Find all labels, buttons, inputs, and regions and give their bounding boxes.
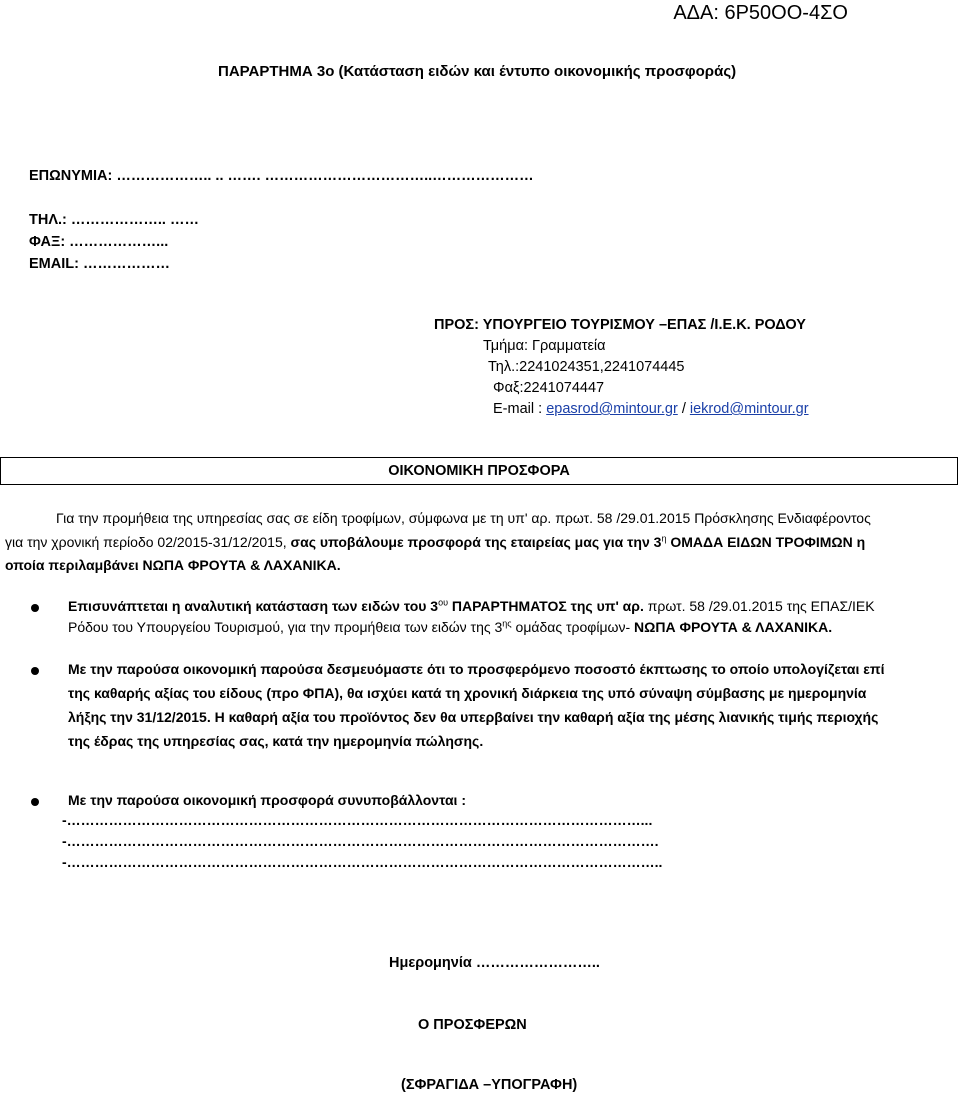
bullet-2-line-4: της έδρας της υπηρεσίας σας, κατά την ημερομηνία πώλησης.: [68, 733, 484, 749]
intro-period: για την χρονική περίοδο 02/2015-31/12/2015,: [5, 534, 287, 550]
signature-date: Ημερομηνία ……………………..: [389, 955, 600, 971]
attachment-line-3: -………………………………………………………………………………………………………………..: [62, 854, 663, 870]
bullet-2-line-3: λήξης την 31/12/2015. Η καθαρή αξία του προϊόντος δεν θα υπερβαίνει την καθαρή αξία της μέσης λιανικής τιμής περιοχής: [68, 709, 879, 725]
bullet-1-annex: ΠΑΡΑΡΤΗΜΑΤΟΣ της υπ' αρ.: [451, 598, 644, 614]
intro-includes: οποία περιλαμβάνει ΝΩΠΑ ΦΡΟΥΤΑ & ΛΑΧΑΝΙΚΑ.: [5, 557, 341, 573]
intro-sup: η: [661, 533, 667, 544]
sender-email-line: EMAIL: ………………: [29, 256, 170, 272]
bullet-2-dot: [31, 667, 39, 675]
email-separator: /: [681, 401, 686, 417]
attachment-line-1: -……………………………………………………………………………………………………………...: [62, 812, 653, 828]
recipient-to: ΠΡΟΣ: ΥΠΟΥΡΓΕΙΟ ΤΟΥΡΙΣΜΟΥ –ΕΠΑΣ /Ι.Ε.Κ. ΡΟΔΟΥ: [434, 317, 806, 333]
intro-submit-text: σας υποβάλουμε προσφορά της εταιρείας μας για την 3: [290, 534, 662, 550]
email-label: E-mail :: [493, 401, 543, 417]
ada-code: ΑΔΑ: 6Ρ50ΟΟ-4ΣΟ: [673, 2, 848, 24]
bullet-2-line-1: Με την παρούσα οικονομική παρούσα δεσμευόμαστε ότι το προσφερόμενο ποσοστό έκπτωσης το οποίο υπολογίζεται επί: [68, 661, 885, 677]
intro-group-text: ΟΜΑΔΑ ΕΙΔΩΝ ΤΡΟΦΙΜΩΝ η: [670, 534, 866, 550]
sender-fax-line: ΦΑΞ: ………………...: [29, 234, 169, 250]
bullet-3-title: Με την παρούσα οικονομική προσφορά συνυποβάλλονται :: [68, 792, 466, 808]
bullet-1-sup: ου: [438, 597, 449, 608]
bullet-1-dot: [31, 604, 39, 612]
signature-offeror: Ο ΠΡΟΣΦΕΡΩΝ: [418, 1017, 527, 1033]
bullet-1-line-2: [68, 615, 832, 639]
bullet-3-dot: [31, 798, 39, 806]
sender-name-line: ΕΠΩΝΥΜΙΑ: ……………….. .. ……. ……………………………..…………………: [29, 168, 534, 184]
intro-line-3: [5, 553, 341, 577]
offer-title-box: ΟΙΚΟΝΟΜΙΚΗ ΠΡΟΣΦΟΡΑ: [0, 457, 958, 485]
signature-stamp: (ΣΦΡΑΓΙΔΑ –ΥΠΟΓΡΑΦΗ): [401, 1077, 578, 1093]
recipient-fax: Φαξ:2241074447: [493, 380, 605, 396]
recipient-email-line: [493, 401, 809, 417]
attachment-line-2: -……………………………………………………………………………………………………………….: [62, 833, 659, 849]
sender-tel-line: ΤΗΛ.: ……………….. ……: [29, 212, 199, 228]
recipient-dept: Τμήμα: Γραμματεία: [483, 338, 606, 354]
intro-line-2: [5, 530, 865, 554]
bullet-1-ref: πρωτ. 58 /29.01.2015 της ΕΠΑΣ/ΙΕΚ: [647, 598, 875, 614]
email-link-iekrod[interactable]: iekrod@mintour.gr: [689, 401, 809, 417]
bullet-1-sup-2: ης: [502, 618, 512, 629]
bullet-1-category: ΝΩΠΑ ΦΡΟΥΤΑ & ΛΑΧΑΝΙΚΑ.: [634, 619, 833, 635]
email-link-epasrod[interactable]: epasrod@mintour.gr: [546, 401, 678, 417]
recipient-tel: Τηλ.:2241024351,2241074445: [488, 359, 685, 375]
bullet-1-text: Επισυνάπτεται η αναλυτική κατάσταση των ειδών του 3: [68, 598, 439, 614]
intro-line-1: Για την προμήθεια της υπηρεσίας σας σε είδη τροφίμων, σύμφωνα με τη υπ' αρ. πρωτ. 58 /29.01.2015 Πρόσκλησης Ενδιαφέροντος: [56, 510, 871, 526]
bullet-2-line-2: της καθαρής αξίας του είδους (προ ΦΠΑ), θα ισχύει κατά τη χρονική διάρκεια της υπό σύναψη σύμβασης με ημερομηνία: [68, 685, 867, 701]
annex-title: ΠΑΡΑΡΤΗΜΑ 3ο (Κατάσταση ειδών και έντυπο οικονομικής προσφοράς): [218, 63, 737, 80]
bullet-1-desc: Ρόδου του Υπουργείου Τουρισμού, για την προμήθεια των ειδών της 3: [68, 619, 503, 635]
bullet-1-group: ομάδας τροφίμων-: [515, 619, 631, 635]
